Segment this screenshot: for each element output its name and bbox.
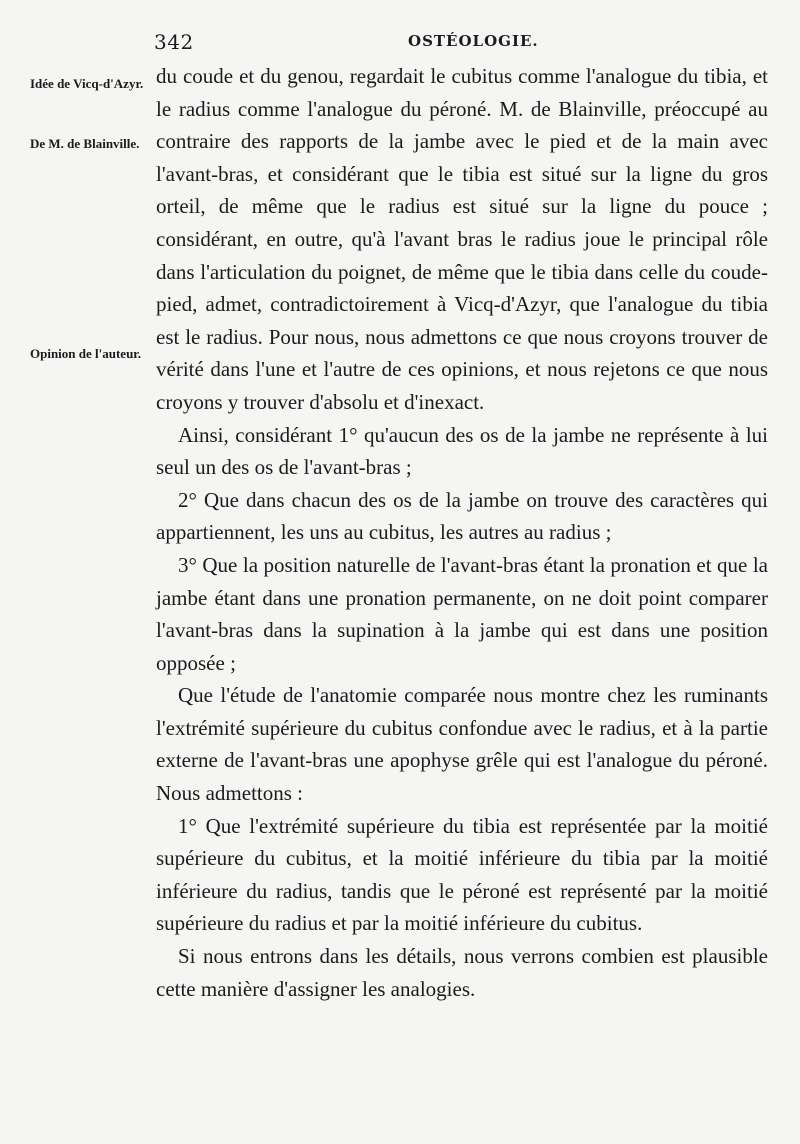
page-header xyxy=(150,30,770,56)
margin-note-auteur: Opinion de l'auteur. xyxy=(30,346,142,361)
margin-note-blainville: De M. de Blainville. xyxy=(30,136,140,151)
paragraph: 1° Que l'extrémité supérieure du tibia est représentée par la moitié supérieure du cubitus, et la moitié inférieure du tibia par la moitié inférieure du radius, tandis que le péroné est représenté par la moitié supérieure du radius et par la moitié inférieure du cubitus. xyxy=(156,813,768,936)
margin-note-vicq-dazyr: Idée de Vicq-d'Azyr. xyxy=(30,76,144,91)
paragraph: Ainsi, considérant 1° qu'aucun des os de la jambe ne représente à lui seul un des os de l'avant-bras ; xyxy=(156,422,768,480)
paragraph: du coude et du genou, regardait le cubitus comme l'analogue du tibia, et le radius comme l'analogue du péroné. M. de Blainville, préoccupé au contraire des rapports de la jambe avec le pied et de la main avec l'avant-bras, et considérant que le tibia est situé sur la ligne du gros orteil, de même que le radius est situé sur la ligne du pouce ; considérant, en outre, qu'à l'avant bras le radius joue le principal rôle dans l'articulation du poignet, de même que le tibia dans celle du coude-pied, admet, contradictoirement à Vicq-d'Azyr, que l'analogue du tibia est le radius. Pour nous, nous admettons ce que nous croyons trouver de vérité dans l'une et l'autre de ces opinions, et nous rejetons ce que nous croyons y trouver d'absolu et d'inexact. xyxy=(156,64,768,414)
page-number: 342 xyxy=(154,30,194,54)
paragraph: 2° Que dans chacun des os de la jambe on trouve des caractères qui appartiennent, les uns au cubitus, les autres au radius ; xyxy=(156,487,768,545)
running-head: OSTÉOLOGIE. xyxy=(408,32,539,50)
paragraph: Que l'étude de l'anatomie comparée nous montre chez les ruminants l'extrémité supérieure du cubitus confondue avec le radius, et à la partie externe de l'avant-bras une apophyse grêle qui est l'analogue du péroné. Nous admettons : xyxy=(156,683,768,806)
paragraph: 3° Que la position naturelle de l'avant-bras étant la pronation et que la jambe étant dans une pronation permanente, on ne doit point comparer l'avant-bras dans la supination à la jambe qui est dans une position opposée ; xyxy=(156,552,768,675)
paragraph: Si nous entrons dans les détails, nous verrons combien est plausible cette manière d'assigner les analogies. xyxy=(156,944,768,1001)
body-text xyxy=(156,60,768,1005)
